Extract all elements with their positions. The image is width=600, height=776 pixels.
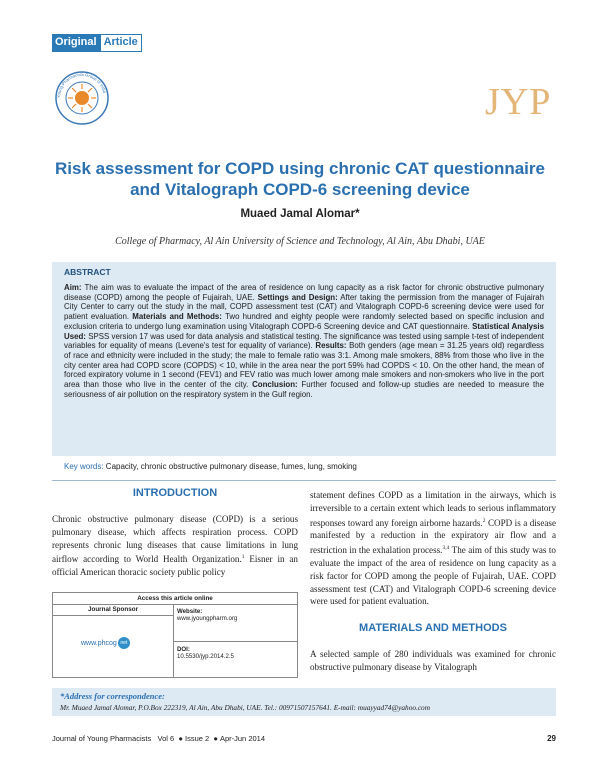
article-title: Risk assessment for COPD using chronic CAT questionnaire and Vitalograph COPD-6 screening device (55, 159, 545, 199)
doi-value[interactable]: 10.5530/jyp.2014.2.5 (177, 653, 234, 660)
sponsor-text: www.phcog (81, 639, 117, 647)
author: Muaed Jamal Alomar* (240, 208, 360, 220)
settings-text: After taking the permission from the manager of Fujairah City Center to carry out the study in the mall, COPD assessment test (CAT) and Vitalograph COPD-6 screening device were used for patient evaluation. (64, 292, 544, 322)
introduction-text (52, 513, 298, 579)
keywords (52, 462, 556, 471)
website-row (177, 608, 293, 641)
col2-text (310, 489, 556, 608)
journal-mark: JYP (485, 81, 552, 123)
aim-label: Aim: (64, 283, 82, 292)
citation: 3,4 (442, 545, 450, 552)
article-type-badge (52, 34, 142, 52)
results-text: Both genders (age mean = 31.25 years old) regardless of race and ethnicity were included in the study; the male to female ratio was 3:1. Among male smokers, 88% from those who live in the city center area had COPD score (COPDS) < 10, while in the area near the port 59% had COPDS < 10. On the other hand, the mean of forced expiratory volume in 1 second (FEV1) and FEV ratio was much lower among male smokers and non-smokers who live in the port area than those who live in the center of the city. (64, 341, 545, 390)
stats-text: SPSS version 17 was used for data analysis and statistical testing. The significance was tested using sample t-test of independent variables for equality of means (Levene's test for equality of variance). (64, 331, 544, 351)
sponsor-cell (53, 604, 174, 677)
results-label: Results: (315, 341, 347, 351)
right-column (310, 489, 556, 674)
page-number: 29 (547, 734, 556, 743)
doi-row (177, 642, 293, 660)
abstract-heading: ABSTRACT (64, 267, 111, 277)
conclusion-text: Further focused and follow-up studies are needed to measure the seriousness of air pollution on the respiratory system in the Gulf region. (64, 380, 544, 399)
access-info-cell (173, 604, 297, 677)
abstract-text (64, 283, 544, 399)
methods-label: Materials and Methods: (132, 312, 222, 322)
footer-volume: Vol 6 (157, 734, 175, 743)
divider (52, 480, 556, 481)
page-footer (52, 734, 556, 743)
badge-article: Article (100, 34, 142, 52)
affiliation: College of Pharmacy, Al Ain University of Science and Technology, Al Ain, Abu Dhabi, UAE (115, 236, 485, 247)
citation: 1 (241, 554, 245, 561)
introduction-heading: INTRODUCTION (132, 487, 218, 499)
aim-text: The aim was to evaluate the impact of the area of residence on lung capacity as a risk factor for chronic obstructive pulmonary disease (COPD) among the people of Fujairah, UAE. (64, 283, 544, 302)
keywords-text: Capacity, chronic obstructive pulmonary disease, fumes, lung, smoking (103, 462, 357, 471)
footer-journal: Journal of Young Pharmacists (52, 734, 152, 743)
bullet-icon: ● (176, 734, 185, 743)
doi-label: DOI: (177, 646, 190, 653)
seal-ring-text: Young Pharmacists Group of India (55, 71, 108, 99)
access-header: Access this article online (53, 593, 297, 605)
abstract-panel (52, 262, 556, 456)
badge-original: Original (52, 34, 100, 52)
conclusion-label: Conclusion: (252, 380, 298, 390)
methods-heading: MATERIALS AND METHODS (359, 622, 507, 635)
association-seal-icon (54, 70, 110, 126)
website-link[interactable]: www.jyoungpharm.org (177, 615, 238, 622)
correspondence-body: Mr. Muaed Jamal Alomar, P.O.Box 222319, Al Ain, Abu Dhabi, UAE. Tel.: 00971507157641. E-mail: muayyad74@yahoo.com (60, 703, 430, 712)
col2-text-part: statement defines COPD as a limitation in the airways, which is irreversible to a certain extent which leads to serious inflammatory responses toward any foreign airborne hazards. (310, 490, 556, 528)
footer-date: Apr-Jun 2014 (219, 734, 265, 743)
methods-text: Two hundred and eighty people were randomly selected based on specific inclusion and exclusion criteria to undergo lung examination using Vitalograph COPD-6 Screening device and CAT questionnaire. (64, 312, 545, 331)
website-label: Website: (177, 608, 203, 615)
col2-text-part: COPD is a disease manifested by a reduction in the expiratory air flow and a restriction in the exhalation process. (310, 517, 556, 556)
sponsor-label: Journal Sponsor (53, 604, 173, 616)
keywords-label: Key words: (64, 462, 104, 471)
correspondence-title: *Address for correspondence: (60, 691, 165, 701)
footer-issue: Issue 2 (184, 734, 210, 743)
sponsor-text2: net (120, 640, 128, 646)
intro-text-part: Eisner in an official American thoracic society public policy (52, 554, 298, 578)
methods-text: A selected sample of 280 individuals was examined for chronic obstructive pulmonary disease by Vitalograph (310, 649, 556, 673)
left-column (52, 487, 298, 579)
stats-label: Statistical Analysis Used: (64, 321, 544, 341)
intro-text-part: Chronic obstructive pulmonary disease (COPD) is a serious pulmonary disease, which affects respiration process. COPD represents chronic lung diseases that cause limitations in lung airflow according to World Health Organization. (52, 514, 298, 565)
access-online-box (52, 592, 298, 678)
col2-text-part: The aim of this study was to evaluate the impact of the area of residence on lung capacity as a risk factor for COPD among the people of Fujairah, UAE. COPD assessment test (CAT) and Vitalograph COPD-6 screening device were used for patient evaluation. (310, 545, 556, 607)
sponsor-logo[interactable] (81, 637, 130, 649)
sponsor-dot-icon (118, 637, 130, 649)
citation: 2 (482, 517, 486, 524)
bullet-icon: ● (211, 734, 220, 743)
correspondence-box (52, 688, 556, 716)
settings-label: Settings and Design: (257, 292, 338, 302)
